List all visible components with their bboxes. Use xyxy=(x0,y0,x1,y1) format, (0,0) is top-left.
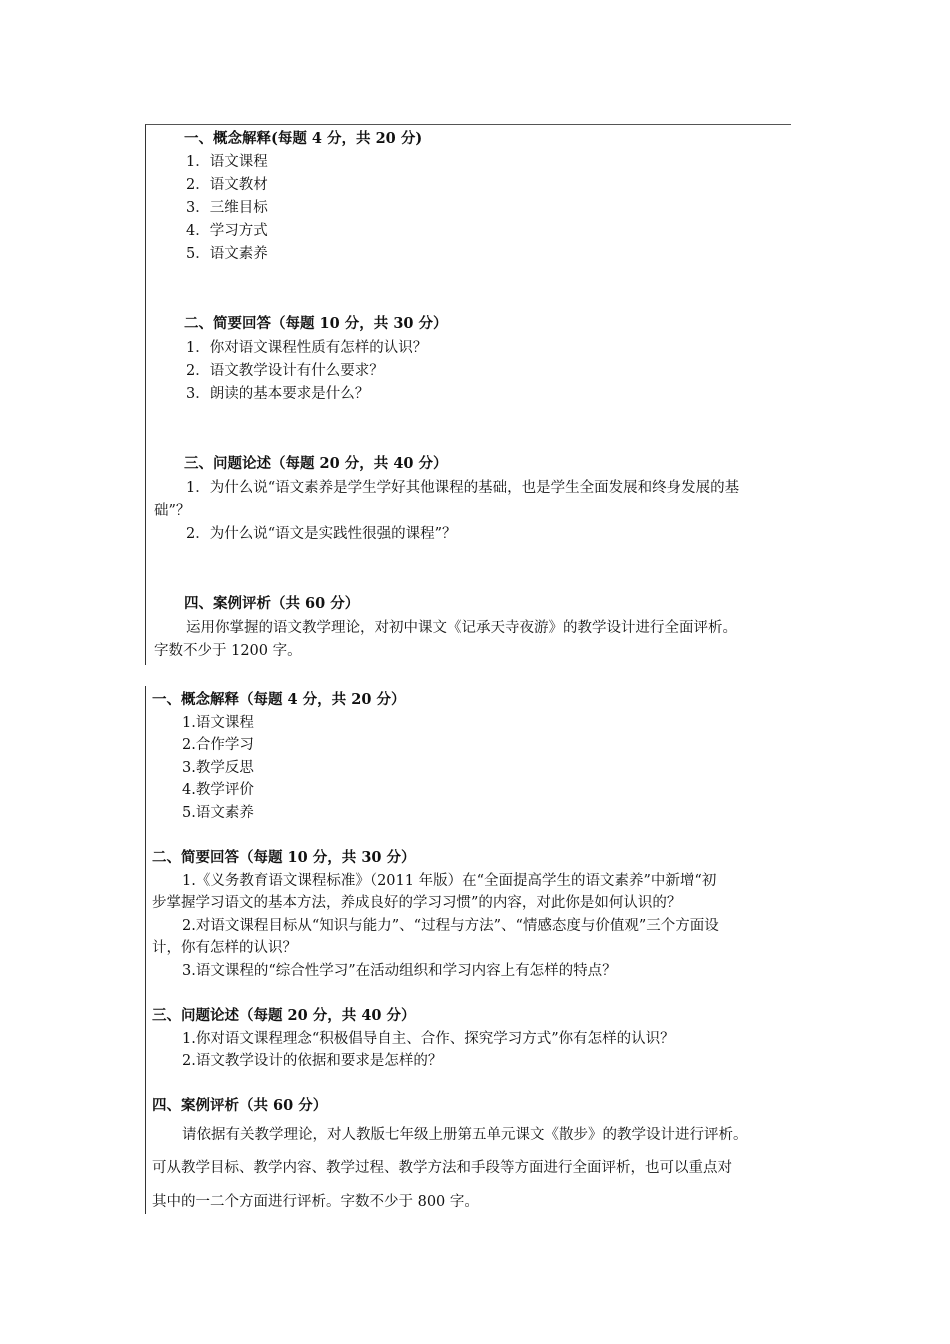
list-item: 3．朗读的基本要求是什么？ xyxy=(186,386,370,402)
question-text: 1．为什么说“语文素养是学生学好其他课程的基础，也是学生全面发展和终身发展的基 xyxy=(186,480,740,496)
section-1-heading: 一、概念解释（每题 4 分，共 20 分） xyxy=(152,691,406,708)
case-text: 运用你掌握的语文教学理论，对初中课文《记承天寺夜游》的教学设计进行全面评析。 xyxy=(186,620,737,636)
list-item: 3．三维目标 xyxy=(186,200,268,216)
question-text: 础”？ xyxy=(154,503,191,519)
list-item: 2.合作学习 xyxy=(182,737,254,753)
section-4-heading: 四、案例评析（共 60 分） xyxy=(152,1097,328,1114)
question-text: 2．为什么说“语文是实践性很强的课程”？ xyxy=(186,526,457,542)
list-item: 2．语文教材 xyxy=(186,177,268,193)
question-text: 步掌握学习语文的基本方法，养成良好的学习习惯”的内容，对此你是如何认识的？ xyxy=(152,895,682,911)
exam-paper-2 xyxy=(145,686,791,1214)
list-item: 4.教学评价 xyxy=(182,782,254,798)
question-text: 2.对语文课程目标从“知识与能力”、“过程与方法”、“情感态度与价值观”三个方面设 xyxy=(182,918,719,934)
question-text: 计，你有怎样的认识？ xyxy=(152,940,297,956)
exam-paper-1 xyxy=(145,124,791,665)
list-item: 3.教学反思 xyxy=(182,760,254,776)
list-item: 4．学习方式 xyxy=(186,223,268,239)
case-text: 其中的一二个方面进行评析。字数不少于 800 字。 xyxy=(152,1194,479,1210)
list-item: 5.语文素养 xyxy=(182,805,254,821)
section-2-heading: 二、简要回答（每题 10 分，共 30 分） xyxy=(152,849,416,866)
list-item: 1．你对语文课程性质有怎样的认识？ xyxy=(186,340,428,356)
case-text: 可从教学目标、教学内容、教学过程、教学方法和手段等方面进行全面评析，也可以重点对 xyxy=(152,1160,732,1176)
case-text: 请依据有关教学理论，对人教版七年级上册第五单元课文《散步》的教学设计进行评析。 xyxy=(182,1127,748,1143)
section-1-heading: 一、概念解释(每题 4 分，共 20 分) xyxy=(184,130,423,147)
section-2-heading: 二、简要回答（每题 10 分，共 30 分） xyxy=(184,315,448,332)
section-3-heading: 三、问题论述（每题 20 分，共 40 分） xyxy=(152,1007,416,1024)
case-text: 字数不少于 1200 字。 xyxy=(154,643,302,659)
question-text: 3.语文课程的“综合性学习”在活动组织和学习内容上有怎样的特点？ xyxy=(182,963,617,979)
question-text: 1.你对语文课程理念“积极倡导自主、合作、探究学习方式”你有怎样的认识？ xyxy=(182,1031,675,1047)
list-item: 1.语文课程 xyxy=(182,715,254,731)
question-text: 2.语文教学设计的依据和要求是怎样的？ xyxy=(182,1053,443,1069)
question-text: 1.《义务教育语文课程标准》（2011 年版）在“全面提高学生的语文素养”中新增“初 xyxy=(182,873,717,889)
list-item: 5．语文素养 xyxy=(186,246,268,262)
list-item: 2．语文教学设计有什么要求？ xyxy=(186,363,384,379)
section-4-heading: 四、案例评析（共 60 分） xyxy=(184,595,360,612)
section-3-heading: 三、问题论述（每题 20 分，共 40 分） xyxy=(184,455,448,472)
list-item: 1．语文课程 xyxy=(186,154,268,170)
